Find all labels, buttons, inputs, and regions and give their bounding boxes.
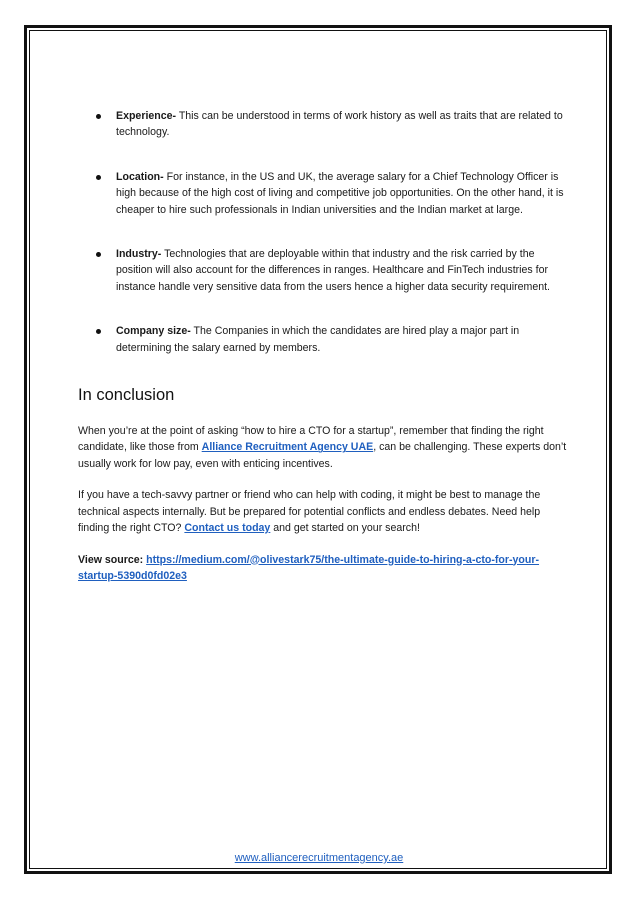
paragraph-text: and get started on your search! xyxy=(270,522,420,535)
list-item-text: For instance, in the US and UK, the average salary for a Chief Technology Officer is high because of the high cost of living and competitive job opportunities. On the other hand, it is cheaper to hire such professionals in Indian universities and the Indian market at large. xyxy=(116,170,564,216)
list-item-experience xyxy=(78,108,568,141)
list-item-term: Industry- xyxy=(116,248,162,261)
list-item-text: Technologies that are deployable within that industry and the risk carried by the position will also account for the differences in ranges. Healthcare and FinTech industries for instance handle very sensitive data from the users hence a higher data security requirement. xyxy=(116,248,550,293)
conclusion-paragraph-2 xyxy=(78,487,568,536)
footer-website-link[interactable]: www.alliancerecruitmentagency.ae xyxy=(234,852,404,864)
document-body xyxy=(78,108,568,599)
contact-us-link[interactable]: Contact us today xyxy=(184,522,271,535)
list-item-term: Location- xyxy=(116,170,164,183)
paragraph-text: If you have a tech-savvy partner or friend who can help with coding, it might be best to manage the technical aspects internally. But be prepared for potential conflicts and endless debates. Need help finding the right CTO? xyxy=(78,489,541,535)
paragraph-text: , can be challenging. These experts don’t usually work for low pay, even with enticing incentives. xyxy=(78,441,567,470)
view-source-link[interactable]: https://medium.com/@olivestark75/the-ultimate-guide-to-hiring-a-cto-for-your-startup-5390d0fd02e3 xyxy=(78,553,540,582)
bullet-icon xyxy=(96,175,101,180)
conclusion-paragraph-1 xyxy=(78,423,568,472)
view-source-line xyxy=(78,552,568,585)
list-item-location xyxy=(78,169,568,218)
conclusion-heading: In conclusion xyxy=(78,386,175,405)
list-item-term: Company size- xyxy=(116,325,191,338)
salary-factors-list xyxy=(78,108,568,356)
list-item-text: The Companies in which the candidates are hired play a major part in determining the salary earned by members. xyxy=(116,325,520,354)
bullet-icon xyxy=(96,114,101,119)
list-item-company-size xyxy=(78,323,568,356)
list-item-term: Experience- xyxy=(116,110,177,122)
bullet-icon xyxy=(96,252,101,257)
paragraph-text: When you’re at the point of asking “how to hire a CTO for a startup”, remember that finding the right candidate, like those from xyxy=(78,425,544,454)
bullet-icon xyxy=(96,329,101,334)
page-footer xyxy=(0,851,638,865)
alliance-recruitment-link[interactable]: Alliance Recruitment Agency UAE xyxy=(201,441,374,454)
list-item-text: This can be understood in terms of work history as well as traits that are related to technology. xyxy=(116,110,563,139)
list-item-industry xyxy=(78,246,568,295)
view-source-label: View source: xyxy=(78,553,144,566)
